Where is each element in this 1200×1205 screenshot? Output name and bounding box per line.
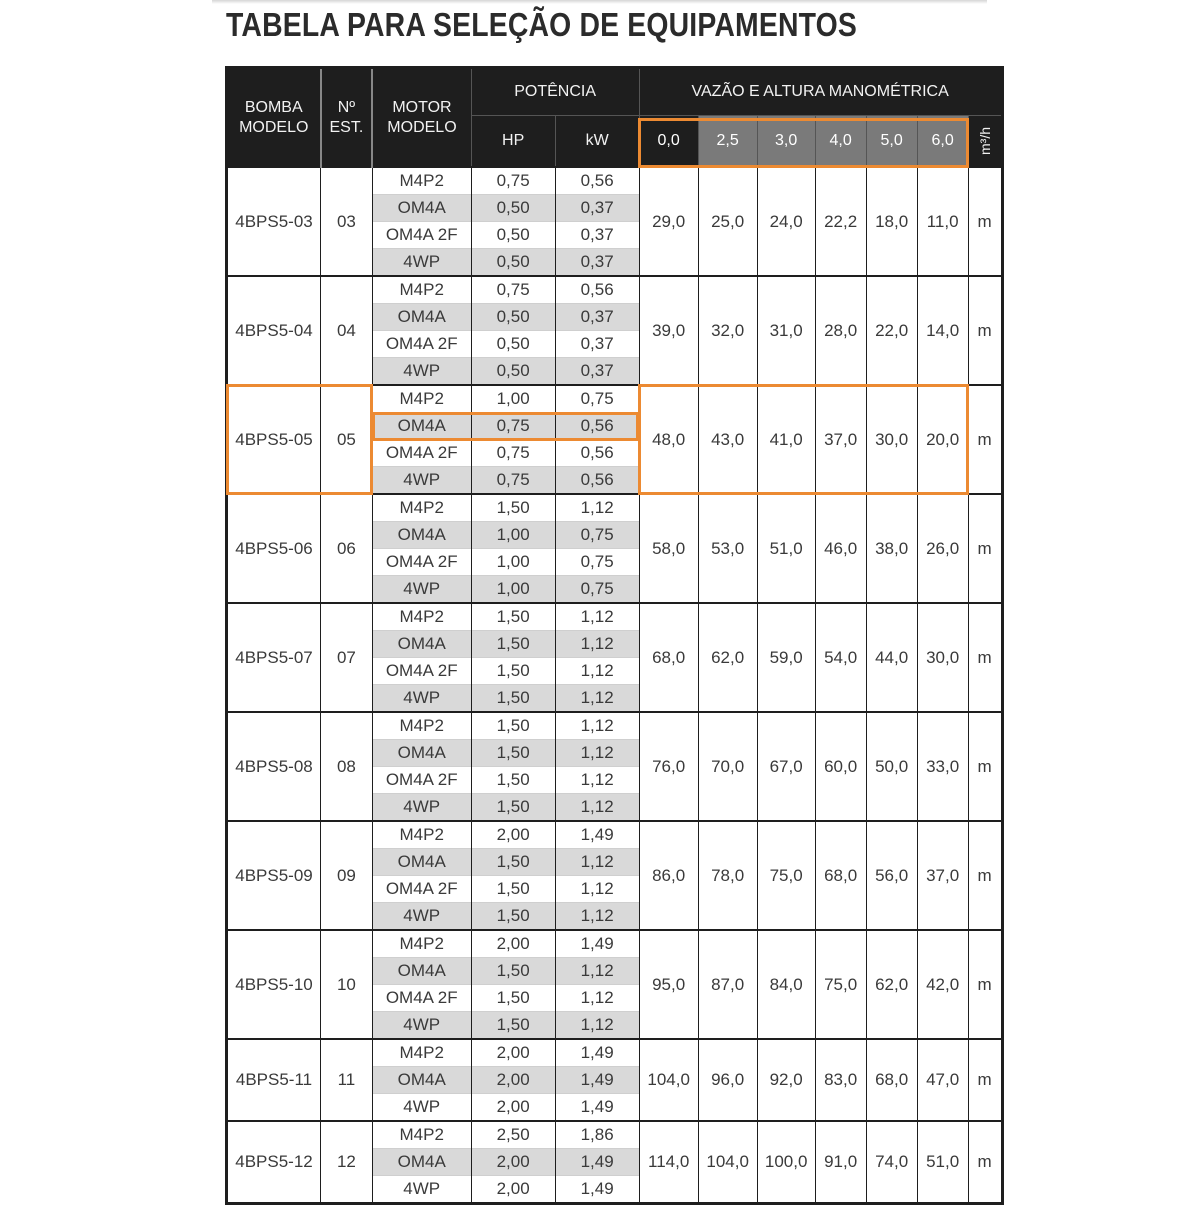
hp-cell: 2,00 bbox=[471, 1094, 555, 1122]
head-unit-cell: m bbox=[968, 1121, 1002, 1204]
motor-model-cell: 4WP bbox=[372, 249, 471, 277]
hp-cell: 1,50 bbox=[471, 849, 555, 876]
head-unit-cell: m bbox=[968, 385, 1002, 494]
hp-cell: 0,50 bbox=[471, 331, 555, 358]
kw-cell: 0,75 bbox=[555, 385, 639, 413]
table-row bbox=[227, 1039, 1003, 1067]
motor-model-cell: M4P2 bbox=[372, 930, 471, 958]
hp-cell: 2,00 bbox=[471, 1176, 555, 1204]
motor-model-cell: 4WP bbox=[372, 794, 471, 822]
kw-cell: 1,12 bbox=[555, 1012, 639, 1040]
table-row bbox=[227, 930, 1003, 958]
kw-cell: 0,75 bbox=[555, 522, 639, 549]
head-value-cell: 51,0 bbox=[757, 494, 815, 603]
motor-model-cell: M4P2 bbox=[372, 385, 471, 413]
motor-model-cell: OM4A bbox=[372, 849, 471, 876]
kw-cell: 0,56 bbox=[555, 167, 639, 195]
motor-model-cell: OM4A 2F bbox=[372, 985, 471, 1012]
head-value-cell: 91,0 bbox=[815, 1121, 866, 1204]
kw-cell: 1,12 bbox=[555, 876, 639, 903]
header-potencia: POTÊNCIA bbox=[471, 68, 639, 116]
kw-cell: 0,37 bbox=[555, 249, 639, 277]
hp-cell: 1,50 bbox=[471, 712, 555, 740]
header-flow-2: 3,0 bbox=[757, 116, 815, 168]
hp-cell: 1,50 bbox=[471, 794, 555, 822]
table-row bbox=[227, 276, 1003, 304]
header-flow-3: 4,0 bbox=[815, 116, 866, 168]
kw-cell: 1,49 bbox=[555, 1039, 639, 1067]
page-title: TABELA PARA SELEÇÃO DE EQUIPAMENTOS bbox=[226, 6, 857, 43]
head-value-cell: 30,0 bbox=[917, 603, 968, 712]
kw-cell: 1,12 bbox=[555, 985, 639, 1012]
hp-cell: 1,50 bbox=[471, 876, 555, 903]
hp-cell: 0,75 bbox=[471, 276, 555, 304]
pump-model-cell: 4BPS5-03 bbox=[227, 167, 321, 276]
kw-cell: 1,12 bbox=[555, 685, 639, 713]
header-bomba-modelo: BOMBA MODELO bbox=[227, 68, 321, 168]
table-row bbox=[227, 603, 1003, 631]
kw-cell: 1,12 bbox=[555, 849, 639, 876]
head-value-cell: 32,0 bbox=[698, 276, 757, 385]
head-unit-cell: m bbox=[968, 494, 1002, 603]
hp-cell: 2,00 bbox=[471, 1067, 555, 1094]
kw-cell: 1,12 bbox=[555, 903, 639, 931]
motor-model-cell: OM4A 2F bbox=[372, 549, 471, 576]
motor-model-cell: OM4A 2F bbox=[372, 767, 471, 794]
stages-cell: 09 bbox=[321, 821, 373, 930]
head-unit-cell: m bbox=[968, 603, 1002, 712]
motor-model-cell: OM4A 2F bbox=[372, 331, 471, 358]
head-value-cell: 37,0 bbox=[917, 821, 968, 930]
head-value-cell: 67,0 bbox=[757, 712, 815, 821]
kw-cell: 0,56 bbox=[555, 276, 639, 304]
head-value-cell: 44,0 bbox=[866, 603, 917, 712]
head-value-cell: 83,0 bbox=[815, 1039, 866, 1121]
motor-model-cell: M4P2 bbox=[372, 276, 471, 304]
header-flow-0: 0,0 bbox=[639, 116, 698, 168]
head-value-cell: 68,0 bbox=[815, 821, 866, 930]
hp-cell: 1,00 bbox=[471, 576, 555, 604]
head-value-cell: 51,0 bbox=[917, 1121, 968, 1204]
head-value-cell: 39,0 bbox=[639, 276, 698, 385]
stages-cell: 05 bbox=[321, 385, 373, 494]
kw-cell: 1,49 bbox=[555, 1094, 639, 1122]
head-value-cell: 38,0 bbox=[866, 494, 917, 603]
head-value-cell: 92,0 bbox=[757, 1039, 815, 1121]
head-value-cell: 56,0 bbox=[866, 821, 917, 930]
pump-model-cell: 4BPS5-10 bbox=[227, 930, 321, 1039]
kw-cell: 1,12 bbox=[555, 603, 639, 631]
motor-model-cell: OM4A 2F bbox=[372, 658, 471, 685]
table-row bbox=[227, 167, 1003, 195]
header-motor-modelo: MOTOR MODELO bbox=[372, 68, 471, 168]
kw-cell: 1,49 bbox=[555, 930, 639, 958]
hp-cell: 1,50 bbox=[471, 767, 555, 794]
head-value-cell: 43,0 bbox=[698, 385, 757, 494]
head-unit-cell: m bbox=[968, 276, 1002, 385]
motor-model-cell: OM4A bbox=[372, 1149, 471, 1176]
head-value-cell: 75,0 bbox=[757, 821, 815, 930]
motor-model-cell: OM4A bbox=[372, 1067, 471, 1094]
head-value-cell: 11,0 bbox=[917, 167, 968, 276]
hp-cell: 0,50 bbox=[471, 195, 555, 222]
flow-unit-label: m³/h bbox=[976, 126, 993, 155]
pump-model-cell: 4BPS5-08 bbox=[227, 712, 321, 821]
head-value-cell: 60,0 bbox=[815, 712, 866, 821]
motor-model-cell: 4WP bbox=[372, 467, 471, 495]
head-value-cell: 20,0 bbox=[917, 385, 968, 494]
hp-cell: 1,50 bbox=[471, 631, 555, 658]
head-value-cell: 46,0 bbox=[815, 494, 866, 603]
kw-cell: 1,12 bbox=[555, 767, 639, 794]
pump-model-cell: 4BPS5-09 bbox=[227, 821, 321, 930]
head-value-cell: 24,0 bbox=[757, 167, 815, 276]
hp-cell: 1,50 bbox=[471, 494, 555, 522]
hp-cell: 2,50 bbox=[471, 1121, 555, 1149]
stages-cell: 10 bbox=[321, 930, 373, 1039]
hp-cell: 1,50 bbox=[471, 1012, 555, 1040]
head-value-cell: 30,0 bbox=[866, 385, 917, 494]
stages-cell: 12 bbox=[321, 1121, 373, 1204]
stages-cell: 04 bbox=[321, 276, 373, 385]
pump-model-cell: 4BPS5-12 bbox=[227, 1121, 321, 1204]
hp-cell: 1,50 bbox=[471, 685, 555, 713]
kw-cell: 1,86 bbox=[555, 1121, 639, 1149]
hp-cell: 1,50 bbox=[471, 903, 555, 931]
kw-cell: 1,12 bbox=[555, 631, 639, 658]
motor-model-cell: M4P2 bbox=[372, 1039, 471, 1067]
motor-model-cell: 4WP bbox=[372, 576, 471, 604]
head-value-cell: 104,0 bbox=[698, 1121, 757, 1204]
motor-model-cell: M4P2 bbox=[372, 821, 471, 849]
kw-cell: 1,49 bbox=[555, 821, 639, 849]
pump-model-cell: 4BPS5-11 bbox=[227, 1039, 321, 1121]
motor-model-cell: M4P2 bbox=[372, 603, 471, 631]
motor-model-cell: OM4A 2F bbox=[372, 222, 471, 249]
head-unit-cell: m bbox=[968, 930, 1002, 1039]
hp-cell: 2,00 bbox=[471, 821, 555, 849]
motor-model-cell: 4WP bbox=[372, 903, 471, 931]
pump-model-cell: 4BPS5-05 bbox=[227, 385, 321, 494]
kw-cell: 0,37 bbox=[555, 331, 639, 358]
hp-cell: 1,50 bbox=[471, 740, 555, 767]
hp-cell: 1,50 bbox=[471, 603, 555, 631]
hp-cell: 0,50 bbox=[471, 222, 555, 249]
head-unit-cell: m bbox=[968, 821, 1002, 930]
kw-cell: 0,37 bbox=[555, 358, 639, 386]
hp-cell: 2,00 bbox=[471, 930, 555, 958]
header-vazao-altura: VAZÃO E ALTURA MANOMÉTRICA bbox=[639, 68, 1002, 116]
hp-cell: 0,75 bbox=[471, 413, 555, 440]
head-unit-cell: m bbox=[968, 1039, 1002, 1121]
hp-cell: 0,50 bbox=[471, 304, 555, 331]
head-value-cell: 54,0 bbox=[815, 603, 866, 712]
motor-model-cell: 4WP bbox=[372, 1094, 471, 1122]
kw-cell: 0,75 bbox=[555, 576, 639, 604]
hp-cell: 0,75 bbox=[471, 467, 555, 495]
motor-model-cell: M4P2 bbox=[372, 1121, 471, 1149]
kw-cell: 1,12 bbox=[555, 958, 639, 985]
motor-model-cell: 4WP bbox=[372, 1012, 471, 1040]
head-value-cell: 26,0 bbox=[917, 494, 968, 603]
hp-cell: 1,00 bbox=[471, 549, 555, 576]
motor-model-cell: OM4A bbox=[372, 522, 471, 549]
head-value-cell: 22,0 bbox=[866, 276, 917, 385]
head-value-cell: 18,0 bbox=[866, 167, 917, 276]
head-value-cell: 68,0 bbox=[866, 1039, 917, 1121]
head-value-cell: 48,0 bbox=[639, 385, 698, 494]
table-row bbox=[227, 385, 1003, 413]
motor-model-cell: 4WP bbox=[372, 685, 471, 713]
hp-cell: 1,50 bbox=[471, 658, 555, 685]
motor-model-cell: OM4A 2F bbox=[372, 440, 471, 467]
head-value-cell: 95,0 bbox=[639, 930, 698, 1039]
kw-cell: 0,37 bbox=[555, 195, 639, 222]
head-value-cell: 22,2 bbox=[815, 167, 866, 276]
hp-cell: 1,00 bbox=[471, 385, 555, 413]
head-value-cell: 31,0 bbox=[757, 276, 815, 385]
kw-cell: 1,49 bbox=[555, 1067, 639, 1094]
header-flow-5: 6,0 bbox=[917, 116, 968, 168]
header-hp: HP bbox=[471, 116, 555, 168]
kw-cell: 0,37 bbox=[555, 304, 639, 331]
head-value-cell: 62,0 bbox=[698, 603, 757, 712]
kw-cell: 1,12 bbox=[555, 658, 639, 685]
head-value-cell: 28,0 bbox=[815, 276, 866, 385]
head-value-cell: 62,0 bbox=[866, 930, 917, 1039]
head-value-cell: 100,0 bbox=[757, 1121, 815, 1204]
header-flow-1: 2,5 bbox=[698, 116, 757, 168]
motor-model-cell: 4WP bbox=[372, 1176, 471, 1204]
head-value-cell: 74,0 bbox=[866, 1121, 917, 1204]
stages-cell: 06 bbox=[321, 494, 373, 603]
head-unit-cell: m bbox=[968, 712, 1002, 821]
head-value-cell: 78,0 bbox=[698, 821, 757, 930]
kw-cell: 1,12 bbox=[555, 794, 639, 822]
table-row bbox=[227, 494, 1003, 522]
kw-cell: 1,12 bbox=[555, 494, 639, 522]
pump-model-cell: 4BPS5-07 bbox=[227, 603, 321, 712]
hp-cell: 1,50 bbox=[471, 985, 555, 1012]
table-row bbox=[227, 1121, 1003, 1149]
motor-model-cell: OM4A 2F bbox=[372, 876, 471, 903]
head-value-cell: 86,0 bbox=[639, 821, 698, 930]
hp-cell: 1,00 bbox=[471, 522, 555, 549]
motor-model-cell: OM4A bbox=[372, 740, 471, 767]
kw-cell: 1,49 bbox=[555, 1149, 639, 1176]
hp-cell: 0,75 bbox=[471, 167, 555, 195]
head-value-cell: 68,0 bbox=[639, 603, 698, 712]
header-flow-unit bbox=[968, 116, 1002, 168]
head-value-cell: 37,0 bbox=[815, 385, 866, 494]
kw-cell: 0,56 bbox=[555, 467, 639, 495]
motor-model-cell: OM4A bbox=[372, 631, 471, 658]
pump-model-cell: 4BPS5-04 bbox=[227, 276, 321, 385]
table-row bbox=[227, 712, 1003, 740]
head-value-cell: 70,0 bbox=[698, 712, 757, 821]
kw-cell: 0,37 bbox=[555, 222, 639, 249]
head-value-cell: 114,0 bbox=[639, 1121, 698, 1204]
motor-model-cell: OM4A bbox=[372, 195, 471, 222]
motor-model-cell: OM4A bbox=[372, 304, 471, 331]
hp-cell: 0,75 bbox=[471, 440, 555, 467]
head-value-cell: 29,0 bbox=[639, 167, 698, 276]
head-value-cell: 58,0 bbox=[639, 494, 698, 603]
stages-cell: 08 bbox=[321, 712, 373, 821]
kw-cell: 1,12 bbox=[555, 740, 639, 767]
motor-model-cell: M4P2 bbox=[372, 494, 471, 522]
hp-cell: 2,00 bbox=[471, 1039, 555, 1067]
kw-cell: 0,56 bbox=[555, 440, 639, 467]
head-value-cell: 50,0 bbox=[866, 712, 917, 821]
head-value-cell: 76,0 bbox=[639, 712, 698, 821]
head-value-cell: 42,0 bbox=[917, 930, 968, 1039]
motor-model-cell: M4P2 bbox=[372, 712, 471, 740]
kw-cell: 0,56 bbox=[555, 413, 639, 440]
hp-cell: 0,50 bbox=[471, 249, 555, 277]
head-value-cell: 104,0 bbox=[639, 1039, 698, 1121]
head-value-cell: 53,0 bbox=[698, 494, 757, 603]
head-unit-cell: m bbox=[968, 167, 1002, 276]
header-kw: kW bbox=[555, 116, 639, 168]
equipment-selection-table bbox=[225, 66, 1004, 1205]
head-value-cell: 33,0 bbox=[917, 712, 968, 821]
motor-model-cell: 4WP bbox=[372, 358, 471, 386]
hp-cell: 2,00 bbox=[471, 1149, 555, 1176]
head-value-cell: 59,0 bbox=[757, 603, 815, 712]
motor-model-cell: OM4A bbox=[372, 413, 471, 440]
head-value-cell: 14,0 bbox=[917, 276, 968, 385]
head-value-cell: 25,0 bbox=[698, 167, 757, 276]
motor-model-cell: M4P2 bbox=[372, 167, 471, 195]
head-value-cell: 41,0 bbox=[757, 385, 815, 494]
hp-cell: 0,50 bbox=[471, 358, 555, 386]
pump-model-cell: 4BPS5-06 bbox=[227, 494, 321, 603]
table-row bbox=[227, 821, 1003, 849]
head-value-cell: 84,0 bbox=[757, 930, 815, 1039]
header-n-est: Nº EST. bbox=[321, 68, 373, 168]
stages-cell: 07 bbox=[321, 603, 373, 712]
stages-cell: 11 bbox=[321, 1039, 373, 1121]
head-value-cell: 87,0 bbox=[698, 930, 757, 1039]
header-flow-4: 5,0 bbox=[866, 116, 917, 168]
motor-model-cell: OM4A bbox=[372, 958, 471, 985]
kw-cell: 1,12 bbox=[555, 712, 639, 740]
hp-cell: 1,50 bbox=[471, 958, 555, 985]
head-value-cell: 47,0 bbox=[917, 1039, 968, 1121]
stages-cell: 03 bbox=[321, 167, 373, 276]
kw-cell: 0,75 bbox=[555, 549, 639, 576]
kw-cell: 1,49 bbox=[555, 1176, 639, 1204]
head-value-cell: 75,0 bbox=[815, 930, 866, 1039]
head-value-cell: 96,0 bbox=[698, 1039, 757, 1121]
